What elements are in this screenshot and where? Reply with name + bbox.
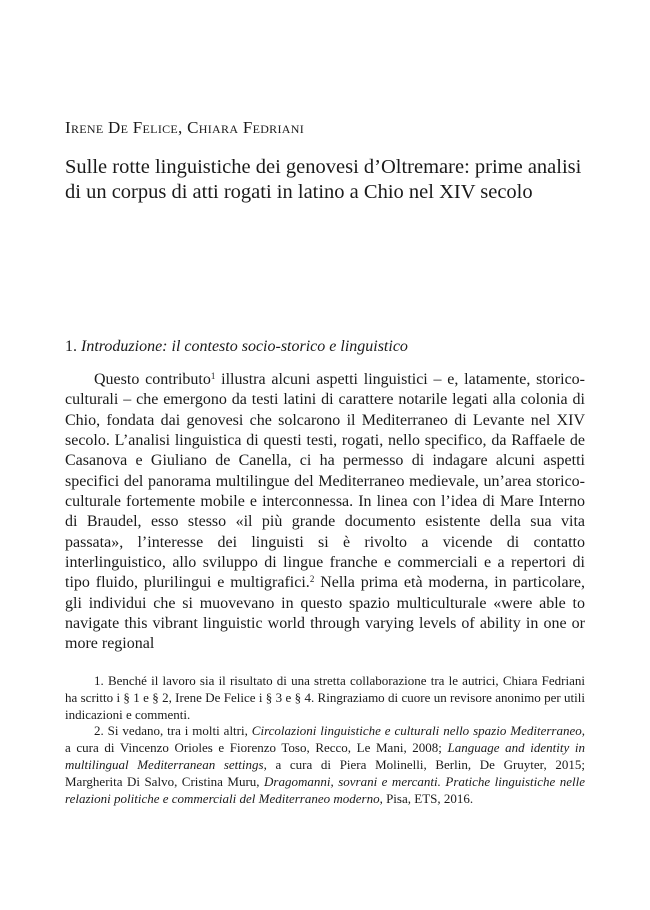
text-run: illustra alcuni aspetti linguistici – e, latamente, storico-culturali – che emergono da testi latini di carattere notarile legati alla colonia di Chio, fondata dai genovesi che solcarono il Mediterraneo di Levante nel XIV secolo. L’analisi linguistica di questi testi, rogati, nello specifico, da Raffaele de Casanova e Giuliano de Canella, ci ha permesso di indagare alcuni aspetti specifici del panorama multilingue del Mediterraneo medievale, un’area storico-culturale fortemente mobile e interconnessa. In linea con l’idea di Mare Interno di Braudel, esso stesso «il più grande documento esistente della sua vita passata», l’interesse dei linguisti si è rivolto a vicende di contatto interlinguistico, allo sviluppo di lingue franche e commerciali e a repertori di tipo fluido, plurilingui e multigrafici.	[65, 371, 586, 592]
paragraph	[65, 370, 585, 655]
citation-title: Language and identity in multilingual Mediterranean settings	[65, 740, 585, 772]
authors: Irene De Felice, Chiara Fedriani	[65, 118, 305, 137]
title-line: Sulle rotte linguistiche dei genovesi d’Oltremare: prime analisi	[65, 156, 582, 178]
text-run: 2. Si vedano, tra i molti altri,	[94, 723, 252, 739]
citation-title: Circolazioni linguistiche e culturali nello spazio Mediterraneo	[251, 723, 582, 739]
text-run: , a cura di Piera Molinelli, Berlin, De Gruyter, 2015; Margherita Di Salvo, Cristina Muru,	[65, 756, 585, 789]
text-run: Questo contributo	[94, 371, 211, 388]
section-number: 1.	[65, 338, 77, 355]
footnote: 1. Benché il lavoro sia il risultato di una stretta collaborazione tra le autrici, Chiara Fedriani ha scritto i § 1 e § 2, Irene De Felice i § 3 e § 4. Ringraziamo di cuore un revisore anonimo per utili indicazioni e commenti.	[65, 673, 585, 722]
title-line: di un corpus di atti rogati in latino a Chio nel XIV secolo	[65, 181, 533, 203]
text-run: Nella prima età moderna, in particolare, gli individui che si muovevano in questo spazio multiculturale «were able to navigate this vibrant linguistic world through varying levels of ability in one or more regional	[65, 574, 586, 653]
footnote	[65, 723, 585, 807]
section-title: Introduzione: il contesto socio-storico e linguistico	[81, 338, 408, 355]
text-run: , Pisa, ETS, 2016.	[379, 790, 474, 806]
paper-title	[65, 155, 605, 205]
footnote-ref[interactable]: 2	[309, 574, 315, 585]
citation-title: Dragomanni, sovrani e mercanti. Pratiche linguistiche nelle relazioni politiche e commerciali del Mediterraneo moderno	[65, 773, 585, 806]
footnotes	[65, 673, 585, 807]
section-heading	[65, 338, 408, 356]
footnote-ref[interactable]: 1	[210, 371, 216, 381]
body-text	[65, 370, 585, 655]
text-run: , a cura di Vincenzo Orioles e Fiorenzo Toso, Recco, Le Mani, 2008;	[65, 723, 585, 756]
